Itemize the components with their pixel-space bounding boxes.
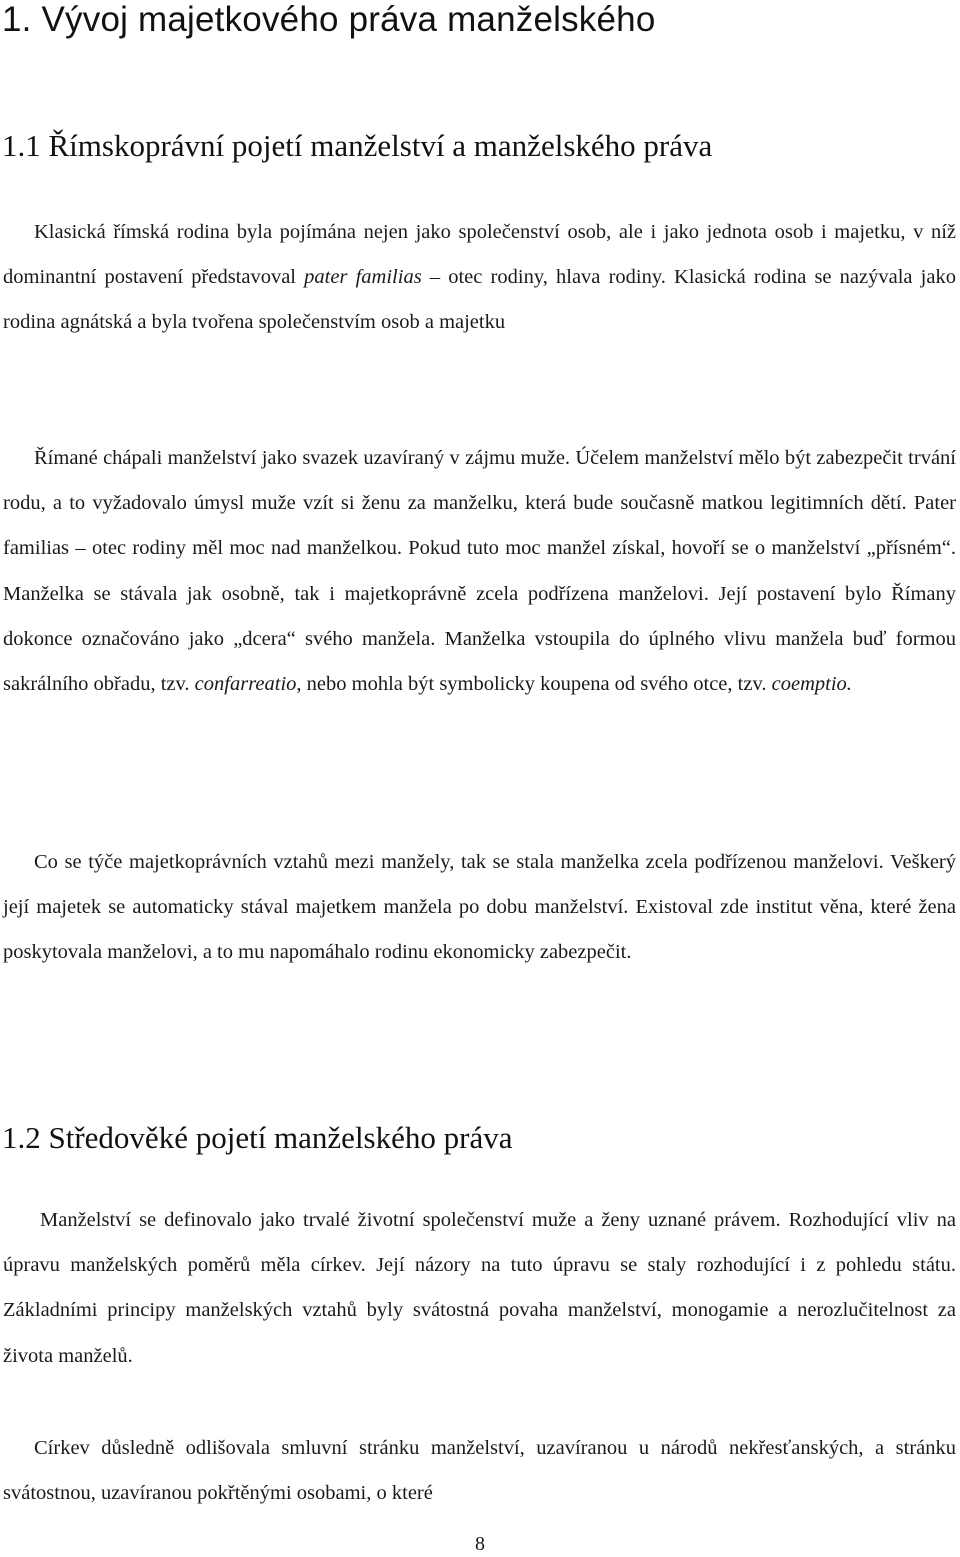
paragraph-medieval-marriage [3,1198,956,1379]
paragraph-roman-marriage [3,436,956,707]
chapter-heading: 1. Vývoj majetkového práva manželského [2,0,656,39]
paragraph-roman-family [3,210,956,346]
page-number: 8 [475,1533,485,1555]
paragraph-text: , nebo mohla být symbolicky koupena od svého otce, tzv. [296,673,772,696]
paragraph-text: Klasická římská rodina byla pojímána nejen jako společenství osob, ale i jako jednota osob i majetku, v níž dominantní postavení představoval [3,221,956,289]
italic-term: confarreatio [194,673,297,696]
paragraph-text: Co se týče majetkoprávních vztahů mezi manžely, tak se stala manželka zcela podřízenou manželovi. Veškerý její majetek se automaticky stával majetkem manžela po dobu manželství. Existoval zde institut věna, které žena poskytovala manželovi, a to mu napomáhalo rodinu ekonomicky zabezpečit. [3,851,956,964]
section-heading-1-1: 1.1 Římskoprávní pojetí manželství a manželského práva [2,128,713,163]
section-heading-1-2: 1.2 Středověké pojetí manželského práva [2,1120,513,1155]
paragraph-church [3,1426,956,1516]
italic-term: coemptio. [771,673,852,696]
italic-term: pater familias [304,266,422,289]
paragraph-text: – otec rodiny, hlava rodiny. Klasická rodina se nazývala jako rodina agnátská a byla tvořena společenstvím osob a majetku [3,266,956,334]
paragraph-text: Římané chápali manželství jako svazek uzavíraný v zájmu muže. Účelem manželství mělo být zabezpečit trvání rodu, a to vyžadovalo úmysl muže vzít si ženu za manželku, která bude současně matkou legitimních dětí. Pater familias – otec rodiny měl moc nad manželkou. Pokud tuto moc manžel získal, hovoří se o manželství „přísném“. Manželka se stávala jak osobně, tak i majetkoprávně zcela podřízena manželovi. Její postavení bylo Římany dokonce označováno jako „dcera“ svého manžela. Manželka vstoupila do úplného vlivu manžela buď formou sakrálního obřadu, tzv. [3,447,956,696]
paragraph-property-relations [3,840,956,976]
paragraph-text: Manželství se definovalo jako trvalé životní společenství muže a ženy uznané právem. Rozhodující vliv na úpravu manželských poměrů měla církev. Její názory na tuto úpravu se staly rozhodující i z pohledu státu. Základními principy manželských vztahů byly svátostná povaha manželství, monogamie a nerozlučitelnost za života manželů. [3,1209,956,1367]
paragraph-text: Církev důsledně odlišovala smluvní stránku manželství, uzavíranou u národů nekřesťanských, a stránku svátostnou, uzavíranou pokřtěnými osobami, o které [3,1437,956,1505]
